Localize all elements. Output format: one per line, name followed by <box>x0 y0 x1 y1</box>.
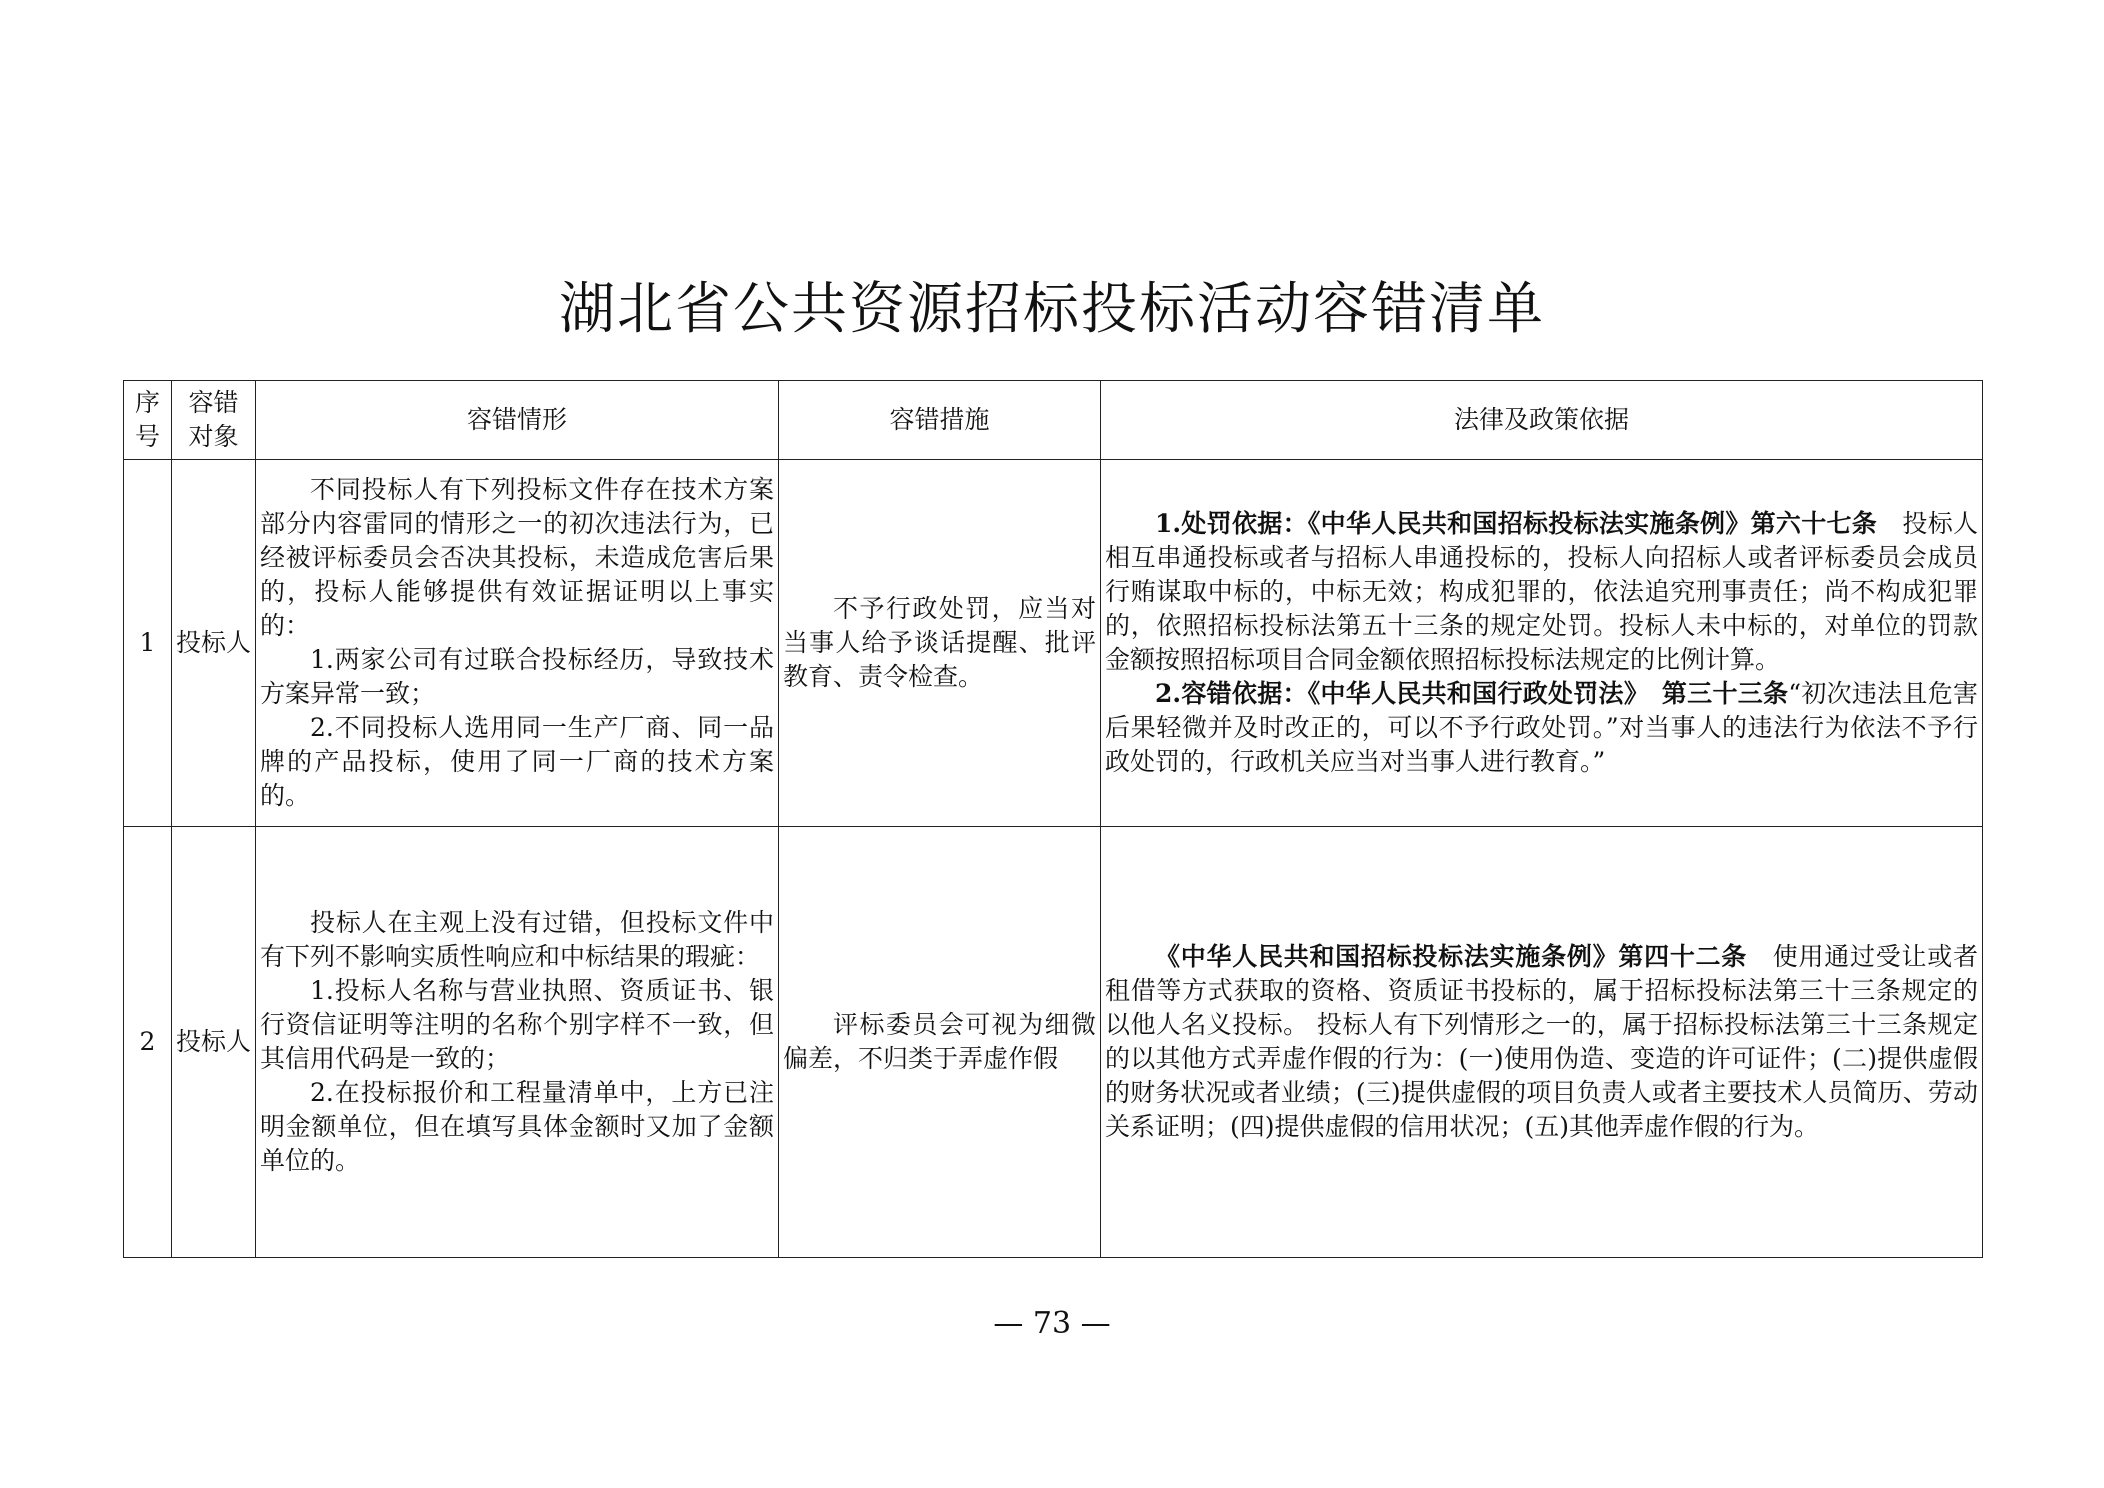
header-seq-line2: 号 <box>134 422 160 451</box>
table-header-row <box>124 381 1983 460</box>
row-measure <box>779 460 1101 827</box>
situation-item: 2.不同投标人选用同一生产厂商、同一品牌的产品投标，使用了同一厂商的技术方案的。 <box>260 713 774 810</box>
basis-text: 投标人相互串通投标或者与招标人串通投标的，投标人向招标人或者评标委员会成员行贿谋取中标的，中标无效；构成犯罪的，依法追究刑事责任；尚不构成犯罪的，依照招标投标法第五十三条的规定处罚。投标人未中标的，对单位的罚款金额按照招标项目合同金额依照招标投标法规定的比例计算。 <box>1105 509 1978 674</box>
page-title: 湖北省公共资源招标投标活动容错清单 <box>559 277 1545 342</box>
row-situation <box>256 827 779 1258</box>
situation-item: 2.在投标报价和工程量清单中，上方已注明金额单位，但在填写具体金额时又加了金额单位的。 <box>260 1078 774 1175</box>
basis-paragraph <box>1105 677 1978 779</box>
basis-label: 2.容错依据：《中华人民共和国行政处罚法》 第三十三条 <box>1155 679 1789 708</box>
row-seq: 2 <box>124 827 172 1258</box>
row-seq: 1 <box>124 460 172 827</box>
basis-text: “初次违法且危害后果轻微并及时改正的，可以不予行政处罚。”对当事人的违法行为依法不予行政处罚的，行政机关应当对当事人进行教育。” <box>1105 679 1978 776</box>
page-number: — 73 — <box>993 1306 1111 1341</box>
table-row <box>124 827 1983 1258</box>
row-object: 投标人 <box>172 827 256 1258</box>
row-object: 投标人 <box>172 460 256 827</box>
header-situation: 容错情形 <box>256 381 779 460</box>
measure-text: 不予行政处罚，应当对当事人给予谈话提醒、批评教育、责令检查。 <box>783 594 1096 691</box>
basis-text: 使用通过受让或者租借等方式获取的资格、资质证书投标的，属于招标投标法第三十三条规定的以他人名义投标。 投标人有下列情形之一的，属于招标投标法第三十三条规定的以其他方式弄虚作假的行为：(一)使用伪造、变造的许可证件；(二)提供虚假的财务状况或者业绩；(三)提供虚假的项目负责人或者主要技术人员简历、劳动关系证明；(四)提供虚假的信用状况；(五)其他弄虚作假的行为。 <box>1105 942 1978 1141</box>
header-object-line2: 对象 <box>188 422 239 451</box>
situation-item: 1.投标人名称与营业执照、资质证书、银行资信证明等注明的名称个别字样不一致，但其信用代码是一致的； <box>260 976 774 1073</box>
basis-label: 《中华人民共和国招标投标法实施条例》第四十二条 <box>1155 942 1748 971</box>
header-object <box>172 381 256 460</box>
basis-paragraph <box>1105 940 1978 1144</box>
row-basis <box>1101 460 1983 827</box>
basis-label: 1.处罚依据：《中华人民共和国招标投标法实施条例》第六十七条 <box>1155 509 1878 538</box>
header-measure: 容错措施 <box>779 381 1101 460</box>
tolerance-list-table <box>123 380 1983 1258</box>
header-object-line1: 容错 <box>188 388 239 417</box>
header-seq-line1: 序 <box>134 388 160 417</box>
row-basis <box>1101 827 1983 1258</box>
situation-item: 1.两家公司有过联合投标经历，导致技术方案异常一致； <box>260 645 774 708</box>
basis-paragraph <box>1105 507 1978 677</box>
header-seq <box>124 381 172 460</box>
table-row <box>124 460 1983 827</box>
measure-text: 评标委员会可视为细微偏差，不归类于弄虚作假 <box>783 1010 1096 1073</box>
row-measure <box>779 827 1101 1258</box>
situation-intro: 投标人在主观上没有过错，但投标文件中有下列不影响实质性响应和中标结果的瑕疵： <box>260 908 774 971</box>
situation-intro: 不同投标人有下列投标文件存在技术方案部分内容雷同的情形之一的初次违法行为，已经被评标委员会否决其投标，未造成危害后果的，投标人能够提供有效证据证明以上事实的： <box>260 475 774 640</box>
header-basis: 法律及政策依据 <box>1101 381 1983 460</box>
row-situation <box>256 460 779 827</box>
